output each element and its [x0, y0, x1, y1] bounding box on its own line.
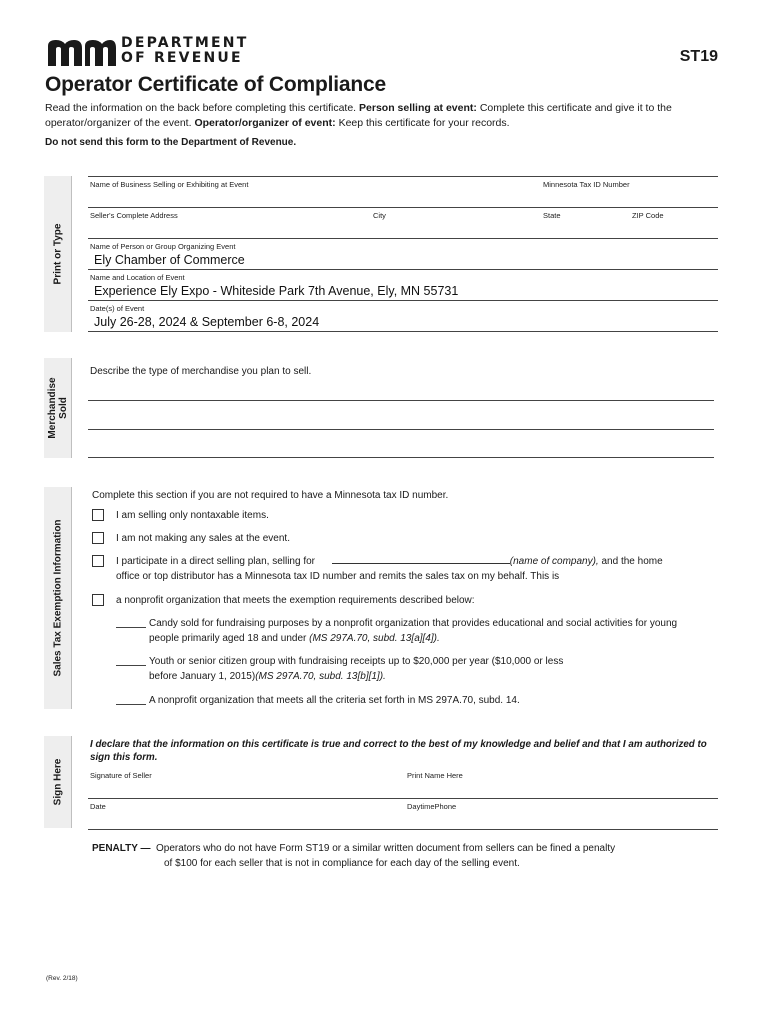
organizer-field[interactable]: Ely Chamber of Commerce — [94, 253, 245, 267]
section-label-sign: Sign Here — [52, 758, 63, 806]
business-name-label: Name of Business Selling or Exhibiting at Event — [90, 180, 249, 189]
divider — [88, 176, 718, 177]
divider — [88, 300, 718, 301]
mn-logo-icon — [48, 38, 116, 66]
print-name-label: Print Name Here — [407, 771, 463, 780]
phone-label: DaytimePhone — [407, 802, 457, 811]
checkbox-nontaxable[interactable] — [92, 509, 104, 521]
address-label: Seller's Complete Address — [90, 211, 178, 220]
state-field[interactable] — [541, 221, 626, 237]
option-nonprofit: a nonprofit organization that meets the exemption requirements described below: — [116, 595, 475, 606]
checkbox-direct-selling[interactable] — [92, 555, 104, 567]
direct-selling-text-2: (name of company), — [509, 556, 599, 567]
revision-note: (Rev. 2/18) — [46, 975, 78, 982]
dates-label: Date(s) of Event — [90, 304, 145, 313]
sub-option-blank-3[interactable] — [116, 704, 146, 705]
answer-line — [88, 400, 714, 401]
divider — [88, 331, 718, 332]
answer-line — [88, 429, 714, 430]
sub-option-youth-senior — [149, 654, 719, 684]
organizer-label: Name of Person or Group Organizing Event — [90, 242, 236, 251]
section-label-exemption: Sales Tax Exemption Information — [52, 519, 63, 677]
exemption-intro: Complete this section if you are not required to have a Minnesota tax ID number. — [92, 490, 449, 501]
direct-selling-text-4: office or top distributor has a Minnesota tax ID number and remits the sales tax on my behalf. This is — [116, 571, 560, 582]
signature-field[interactable] — [88, 781, 400, 797]
direct-selling-text-1: I participate in a direct selling plan, selling for — [116, 556, 315, 567]
intro-text — [45, 101, 725, 131]
intro-part-2: Person selling at event: — [359, 102, 477, 114]
intro-part-1: Read the information on the back before completing this certificate. — [45, 102, 357, 114]
city-field[interactable] — [371, 221, 536, 237]
divider — [88, 829, 718, 830]
option-direct-selling — [116, 554, 716, 584]
youth-text-2: before January 1, 2015) — [149, 671, 256, 682]
section-print-or-type — [44, 176, 72, 332]
checkbox-no-sales[interactable] — [92, 532, 104, 544]
phone-field[interactable] — [405, 812, 717, 828]
business-name-field[interactable] — [88, 190, 536, 206]
sub-option-blank-2[interactable] — [116, 665, 146, 666]
section-sales-tax-exemption — [44, 487, 72, 709]
logo-line-1: DEPARTMENT — [121, 35, 249, 51]
date-field[interactable] — [88, 812, 400, 828]
penalty-label: PENALTY — — [92, 843, 151, 854]
intro-part-3: Complete this certificate and give it to the operator/organizer of the event. — [45, 102, 672, 129]
candy-text-3: (MS 297A.70, subd. 13[a][4]). — [309, 633, 440, 644]
notice-text: Do not send this form to the Department of Revenue. — [45, 137, 297, 148]
penalty-text — [156, 841, 716, 871]
merchandise-prompt: Describe the type of merchandise you plan to sell. — [90, 366, 312, 377]
page-title: Operator Certificate of Compliance — [45, 73, 386, 96]
event-field[interactable]: Experience Ely Expo - Whiteside Park 7th Avenue, Ely, MN 55731 — [94, 284, 459, 298]
answer-line — [88, 457, 714, 458]
checkbox-nonprofit[interactable] — [92, 594, 104, 606]
merchandise-line-3[interactable] — [88, 437, 714, 457]
sub-option-blank-1[interactable] — [116, 627, 146, 628]
option-no-sales: I am not making any sales at the event. — [116, 533, 290, 544]
zip-field[interactable] — [630, 221, 716, 237]
section-sign-here — [44, 736, 72, 828]
youth-text-3: (MS 297A.70, subd. 13[b][1]). — [255, 671, 386, 682]
declaration-text: I declare that the information on this certificate is true and correct to the best of my knowledge and belief and that I am authorized to sign this form. — [90, 739, 707, 763]
candy-text-2: people primarily aged 18 and under — [149, 633, 307, 644]
section-merchandise-sold — [44, 358, 72, 458]
section-label-merch-1: Merchandise — [46, 377, 58, 439]
dates-field[interactable]: July 26-28, 2024 & September 6-8, 2024 — [94, 315, 320, 329]
penalty-text-2: of $100 for each seller that is not in compliance for each day of the selling event. — [164, 858, 520, 869]
merchandise-line-1[interactable] — [88, 380, 714, 400]
youth-text-1: Youth or senior citizen group with fundraising receipts up to $20,000 per year ($10,000 or less — [149, 656, 564, 667]
section-label-print: Print or Type — [52, 223, 63, 285]
address-field[interactable] — [88, 221, 368, 237]
zip-label: ZIP Code — [632, 211, 664, 220]
company-name-field[interactable] — [332, 563, 510, 564]
divider — [88, 207, 718, 208]
option-nontaxable: I am selling only nontaxable items. — [116, 510, 269, 521]
sub-option-nonprofit-criteria: A nonprofit organization that meets all the criteria set forth in MS 297A.70, subd. 14. — [149, 695, 520, 706]
penalty-text-1: Operators who do not have Form ST19 or a similar written document from sellers can be fined a penalty — [156, 843, 616, 854]
candy-text-1: Candy sold for fundraising purposes by a nonprofit organization that provides educational and social activities for young — [149, 618, 678, 629]
print-name-field[interactable] — [405, 781, 717, 797]
intro-part-5: Keep this certificate for your records. — [338, 117, 510, 129]
city-label: City — [373, 211, 386, 220]
signature-label: Signature of Seller — [90, 771, 152, 780]
revenue-logo — [48, 35, 249, 70]
direct-selling-text-3: and the home — [601, 556, 663, 567]
logo-text — [121, 36, 248, 66]
intro-part-4: Operator/organizer of event: — [194, 117, 336, 129]
event-label: Name and Location of Event — [90, 273, 185, 282]
tax-id-label: Minnesota Tax ID Number — [543, 180, 630, 189]
sub-option-candy — [149, 616, 719, 646]
section-label-merch-2: Sold — [57, 397, 69, 419]
form-code: ST19 — [679, 48, 718, 65]
logo-line-2: OF REVENUE — [121, 50, 243, 66]
date-label: Date — [90, 802, 106, 811]
merchandise-line-2[interactable] — [88, 409, 714, 429]
section-label-merchandise — [47, 377, 69, 438]
divider — [88, 798, 718, 799]
tax-id-field[interactable] — [541, 190, 716, 206]
divider — [88, 238, 718, 239]
divider — [88, 269, 718, 270]
state-label: State — [543, 211, 561, 220]
